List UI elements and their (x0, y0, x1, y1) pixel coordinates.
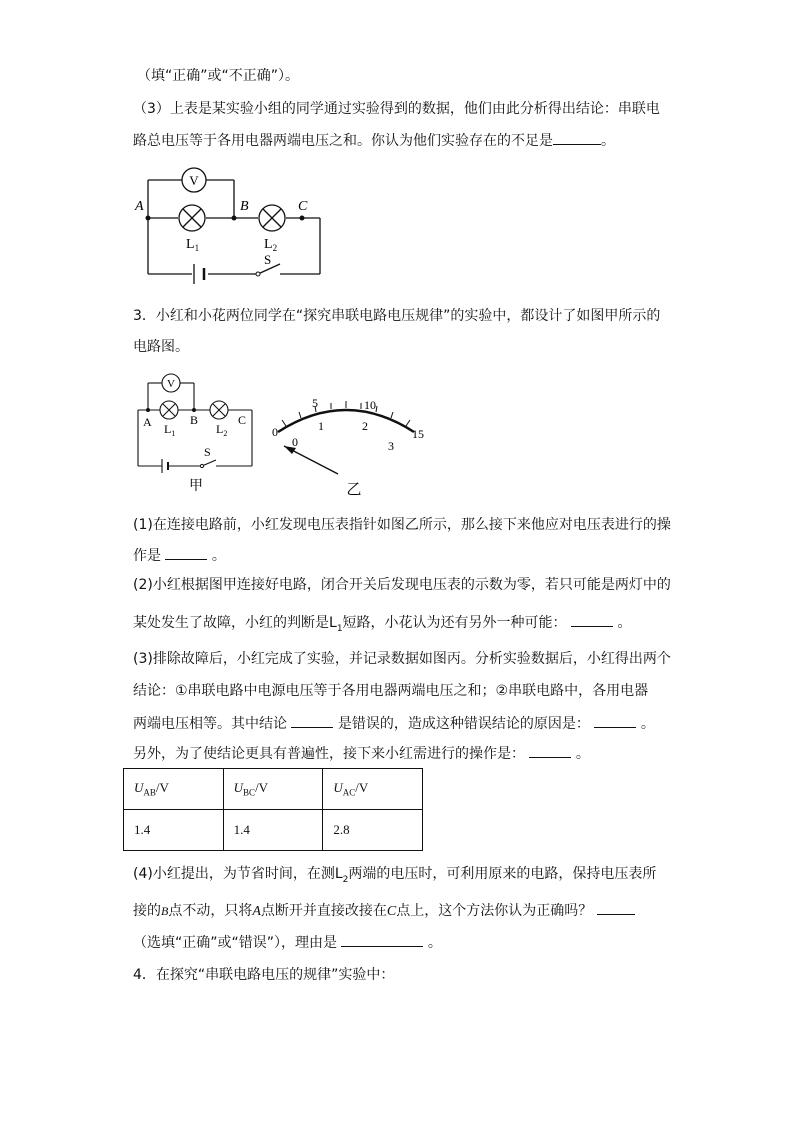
q3-p4-text6: 点上，这个方法你认为正确吗？ (396, 903, 593, 919)
point-a-ref: A (252, 904, 261, 919)
q3-p1-text: 作是 (133, 548, 161, 564)
point-a-label: A (143, 415, 152, 429)
switch-label: S (204, 445, 211, 459)
q3-p2-text2: 短路，小花认为还有另外一种可能： (342, 615, 567, 631)
table-header-cell: $U_{AB}/V$ (124, 769, 224, 810)
dial-inner-tick-1: 1 (318, 419, 324, 433)
q4-intro: 4．在探究“串联电路电压的规律”实验中： (133, 967, 395, 983)
data-table (123, 768, 423, 851)
figure-caption-jia: 甲 (189, 479, 203, 494)
q3-p3-line4 (133, 743, 590, 764)
q3-p2-sub: 1 (336, 623, 343, 634)
point-b-label: B (190, 413, 199, 427)
q3-p3-text3: 另外，为了使结论更具有普遍性，接下来小红需进行的操作是： (133, 746, 525, 762)
q2-p3-end: 。 (601, 133, 615, 149)
table-cell: 1.4 (223, 810, 323, 851)
q3-intro-line2: 电路图。 (133, 339, 189, 355)
point-c-label: C (238, 413, 247, 427)
q3-p4-text7: （选填“正确”或“错误”），理由是 (133, 935, 338, 951)
dial-outer-tick-10: 10 (364, 398, 376, 412)
dial-outer-tick-0: 0 (272, 425, 278, 439)
point-b-label: B (240, 199, 249, 214)
point-c-ref: C (386, 904, 397, 919)
q3-p4-text4: 点不动，只将 (168, 903, 253, 919)
point-a-label: A (135, 199, 144, 214)
voltmeter-label: V (167, 378, 175, 390)
q3-p4-end: 。 (427, 935, 442, 951)
q3-p4-text: (4)小红提出，为节省时间，在测L (133, 866, 343, 882)
lamp2-label: $L_2$ (264, 237, 278, 253)
answer-blank (594, 713, 636, 728)
q3-p1-line1: (1)在连接电路前，小红发现电压表指针如图乙所示，那么接下来他应对电压表进行的操 (133, 517, 671, 533)
dial-inner-tick-3: 3 (388, 439, 394, 453)
circuit-diagram-1 (130, 160, 330, 285)
table-header-row (124, 769, 423, 810)
q2-p3-line2 (133, 130, 615, 151)
q3-p3-line2: 结论：①串联电路中电源电压等于各用电器两端电压之和；②串联电路中，各用电器 (133, 683, 649, 699)
point-b-ref: B (161, 904, 169, 918)
answer-blank (291, 713, 333, 728)
point-c-label: C (298, 199, 308, 214)
lamp1-label: $L_1$ (186, 237, 200, 253)
answer-blank (529, 743, 571, 758)
q3-p4-line1 (133, 864, 656, 890)
q3-p2-end: 。 (617, 615, 632, 631)
q2-p3-line1: （3）上表是某实验小组的同学通过实验得到的数据，他们由此分析得出结论：串联电 (133, 101, 660, 117)
dial-outer-tick-5: 5 (312, 396, 318, 410)
q3-p3-line1: (3)排除故障后，小红完成了实验，并记录数据如图丙。分析实验数据后，小红得出两个 (133, 651, 671, 667)
table-header-cell: $U_{AC}/V$ (323, 769, 423, 810)
answer-blank (553, 130, 601, 145)
q3-p4-sub: 2 (342, 874, 349, 885)
q3-p1-line2 (133, 545, 226, 566)
answer-blank (165, 545, 207, 560)
q3-p2-line1: (2)小红根据图甲连接好电路，闭合开关后发现电压表的示数为零，若只可能是两灯中的 (133, 577, 671, 593)
q3-p3-text: 两端电压相等。其中结论 (133, 716, 287, 732)
lamp1-label: $L_1$ (164, 422, 176, 438)
dial-inner-tick-0: 0 (292, 435, 298, 449)
q3-p3-line3 (133, 713, 655, 734)
answer-blank (571, 612, 613, 627)
circuit-diagram-jia (130, 370, 260, 495)
voltmeter-dial-yi (266, 390, 436, 500)
q3-p4-line3 (133, 932, 442, 953)
dial-outer-tick-15: 15 (412, 427, 424, 441)
q3-p3-end2: 。 (575, 746, 590, 762)
table-cell: 1.4 (124, 810, 224, 851)
table-row (124, 810, 423, 851)
q3-p1-end: 。 (211, 548, 226, 564)
answer-blank (341, 932, 423, 947)
answer-blank (597, 900, 635, 915)
q2-line1: （填“正确”或“不正确”）。 (137, 68, 300, 84)
q3-p4-text2: 两端的电压时，可利用原来的电路，保持电压表所 (348, 866, 657, 882)
q2-p3-text: 路总电压等于各用电器两端电压之和。你认为他们实验存在的不足是 (133, 133, 553, 149)
dial-inner-tick-2: 2 (362, 419, 368, 433)
q3-p2-text: 某处发生了故障，小红的判断是L (133, 615, 337, 631)
q3-p3-end: 。 (640, 716, 655, 732)
q3-p3-text2: 是错误的，造成这种错误结论的原因是： (337, 716, 590, 732)
switch-label: S (264, 252, 272, 267)
table-cell: 2.8 (323, 810, 423, 851)
table-header-cell: $U_{BC}/V$ (223, 769, 323, 810)
q3-p4-line2 (133, 900, 635, 922)
lamp2-label: $L_2$ (216, 422, 228, 438)
voltmeter-label: V (189, 173, 199, 188)
q3-p2-line2 (133, 612, 631, 639)
figure-caption-yi: 乙 (346, 482, 362, 498)
q3-intro-line1: 3．小红和小花两位同学在“探究串联电路电压规律”的实验中，都设计了如图甲所示的 (133, 308, 661, 324)
q3-p4-text3: 接的 (133, 903, 161, 919)
q3-p4-text5: 点断开并直接改接在 (260, 903, 387, 919)
